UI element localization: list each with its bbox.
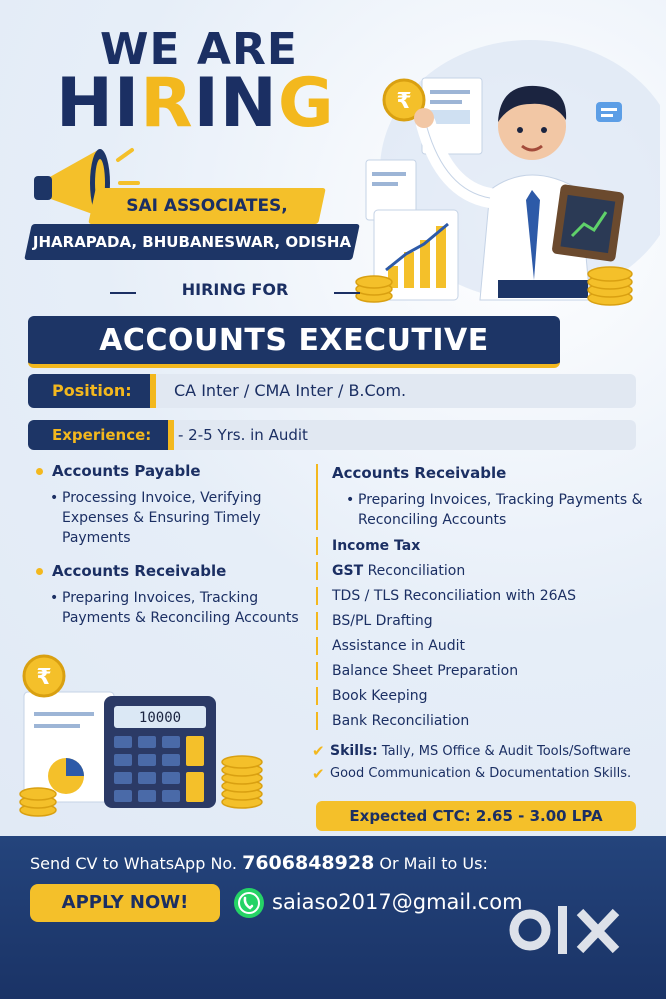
skills-label: Skills: bbox=[330, 743, 378, 759]
whatsapp-number[interactable]: 7606848928 bbox=[242, 852, 375, 874]
duty-list-item bbox=[316, 687, 652, 705]
duty-title: Accounts Payable bbox=[36, 462, 306, 480]
company-ribbon bbox=[88, 188, 326, 224]
whatsapp-icon bbox=[232, 886, 266, 920]
duty-item: • Preparing Invoices, Tracking Payments & Reconciling Accounts bbox=[50, 588, 306, 628]
position-label: Position: bbox=[28, 374, 150, 408]
duty-title: Accounts Receivable bbox=[36, 562, 306, 580]
company-name: SAI ASSOCIATES, bbox=[126, 196, 288, 216]
experience-label: Experience: bbox=[28, 420, 168, 450]
position-bar bbox=[28, 374, 636, 408]
send-cv-text: Send CV to WhatsApp No. bbox=[30, 854, 243, 873]
headline-hiring-in: IN bbox=[193, 64, 278, 143]
duty-group bbox=[316, 464, 652, 530]
mail-text: Or Mail to Us: bbox=[374, 854, 488, 873]
duty-text: Reconciliation bbox=[363, 563, 466, 579]
apply-now-button[interactable]: APPLY NOW! bbox=[30, 884, 220, 922]
duty-text: Book Keeping bbox=[332, 688, 428, 704]
headline-hiring-hi: HI bbox=[56, 64, 141, 143]
position-value: CA Inter / CMA Inter / B.Com. bbox=[174, 381, 407, 400]
accountant-illustration bbox=[340, 40, 660, 310]
duty-text: BS/PL Drafting bbox=[332, 613, 433, 629]
duty-text: Bank Reconciliation bbox=[332, 713, 470, 729]
right-duties-column bbox=[312, 464, 652, 730]
email-address[interactable]: saiaso2017@gmail.com bbox=[272, 890, 523, 914]
calculator-icon bbox=[14, 652, 274, 832]
checkmark-icon: ✔ bbox=[312, 765, 325, 783]
duty-text: Balance Sheet Preparation bbox=[332, 663, 519, 679]
olx-watermark-logo bbox=[508, 900, 638, 960]
headline-hiring bbox=[56, 64, 335, 143]
headline-hiring-g: G bbox=[277, 64, 335, 143]
skills-value: Tally, MS Office & Audit Tools/Software bbox=[377, 744, 631, 759]
duty-list-item bbox=[316, 637, 652, 655]
left-duties-column bbox=[36, 462, 306, 642]
headline-we-are: WE ARE bbox=[100, 24, 298, 75]
duty-bold: GST bbox=[332, 563, 364, 579]
duty-list-item bbox=[316, 537, 652, 555]
company-location: JHARAPADA, BHUBANESWAR, ODISHA bbox=[32, 233, 352, 251]
duty-list-item bbox=[316, 562, 652, 580]
duty-list-item bbox=[316, 712, 652, 730]
duty-item: • Preparing Invoices, Tracking Payments & Reconciling Accounts bbox=[346, 490, 652, 530]
headline-hiring-r: R bbox=[140, 64, 194, 143]
duty-group bbox=[36, 562, 306, 628]
send-cv-line bbox=[30, 852, 488, 874]
duty-item: • Processing Invoice, Verifying Expenses & Ensuring Timely Payments bbox=[50, 488, 306, 548]
duty-text: Assistance in Audit bbox=[332, 638, 465, 654]
duty-text: TDS / TLS Reconciliation with 26AS bbox=[332, 588, 577, 604]
skills-extra: Good Communication & Documentation Skills. bbox=[330, 766, 632, 781]
skills-row bbox=[312, 740, 662, 763]
rupee-coin-icon: ₹ bbox=[36, 665, 52, 690]
duty-bold: Income Tax bbox=[332, 538, 421, 554]
duty-list-item bbox=[316, 612, 652, 630]
calculator-display: 10000 bbox=[138, 710, 182, 726]
svg-text:₹: ₹ bbox=[396, 89, 412, 114]
role-banner bbox=[28, 316, 560, 368]
role-title: ACCOUNTS EXECUTIVE bbox=[99, 323, 489, 358]
hiring-for-label: HIRING FOR bbox=[110, 280, 360, 306]
checkmark-icon: ✔ bbox=[312, 742, 325, 760]
skills-block bbox=[312, 740, 662, 785]
duty-group bbox=[36, 462, 306, 548]
experience-bar bbox=[28, 420, 636, 450]
expected-ctc-badge: Expected CTC: 2.65 - 3.00 LPA bbox=[316, 801, 636, 831]
duty-list-item bbox=[316, 662, 652, 680]
location-ribbon bbox=[24, 224, 360, 260]
experience-value: - 2-5 Yrs. in Audit bbox=[178, 426, 308, 444]
duty-list-item bbox=[316, 587, 652, 605]
duty-title: Accounts Receivable bbox=[332, 464, 507, 482]
skills-row bbox=[312, 763, 662, 785]
